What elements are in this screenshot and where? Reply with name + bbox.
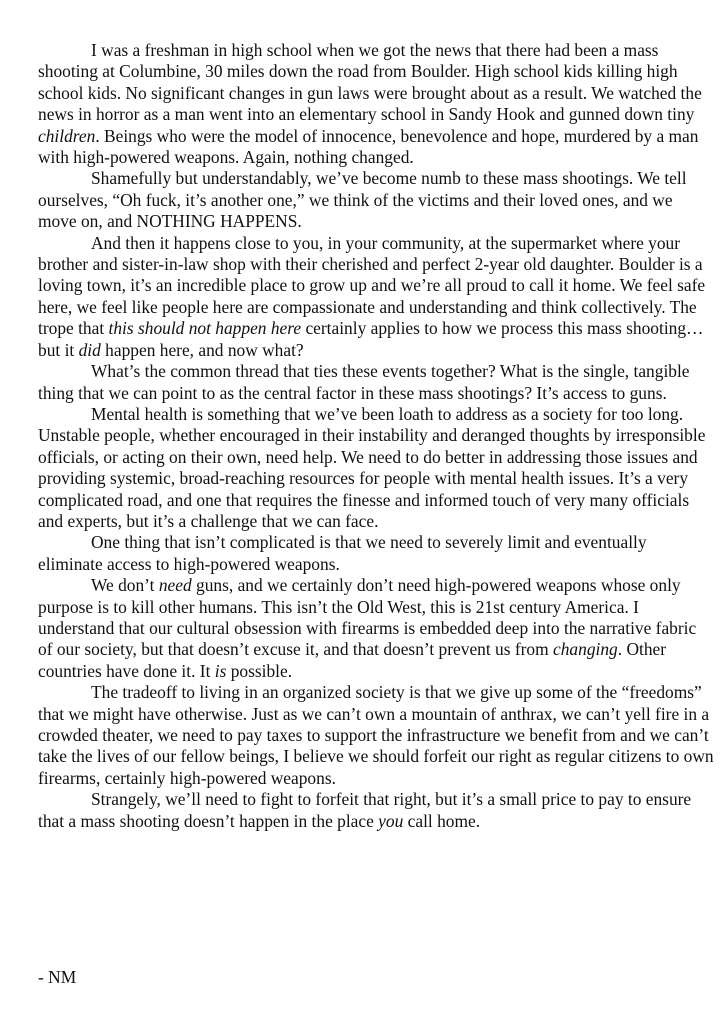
signature: - NM [38,967,77,987]
emphasis-text: did [78,339,101,360]
emphasis-text: you [378,810,404,831]
paragraph [38,532,714,575]
text-run: happen here, and now what? [100,339,304,360]
text-run: . Beings who were the model of innocence, benevolence and hope, murdered by a man with high-powered weapons. Again, nothing changed. [38,125,699,168]
emphasis-text: is [214,660,227,681]
paragraph [38,682,714,789]
emphasis-text: need [158,575,192,596]
text-run: The tradeoff to living in an organized society is that we give up some of the “freedoms” that we might have otherwise. Just as we can’t own a mountain of anthrax, we can’t yell fire in a crowded theater, we need to pay taxes to support the infrastructure we benefit from and we can’t take the lives of our fellow beings, I believe we should forfeit our right as regular citizens to own firearms, certainly high-powered weapons. [38,682,714,788]
text-run: One thing that isn’t complicated is that we need to severely limit and eventually eliminate access to high-powered weapons. [38,532,647,574]
emphasis-text: children [38,125,96,146]
text-run: call home. [403,810,481,831]
emphasis-text: changing [553,639,618,660]
text-run: Strangely, we’ll need to fight to forfeit that right, but it’s a small price to pay to ensure that a mass shooting doesn’t happen in the place [38,789,692,831]
emphasis-text: this should not happen here [108,318,302,339]
paragraph [38,233,714,361]
text-run: Shamefully but understandably, we’ve become numb to these mass shootings. We tell ourselves, “Oh fuck, it’s another one,” we think of the victims and their loved ones, and we move on, and NOTHING HAPPENS. [38,168,687,232]
text-run: guns, and we certainly don’t need high-powered weapons whose only purpose is to kill other humans. This isn’t the Old West, this is 21st century America. I understand that our cultural obsession with firearms is embedded deep into the narrative fabric of our society, but that doesn’t excuse it, and that doesn’t prevent us from [38,575,697,660]
paragraph [38,40,714,168]
paragraph [38,168,714,232]
paragraph [38,575,714,682]
text-run: And then it happens close to you, in your community, at the supermarket where your brother and sister-in-law shop with their cherished and perfect 2-year old daughter. Boulder is a loving town, it’s an incredible place to grow up and we’re all proud to call it home. We feel safe here, we feel like people here are compassionate and understanding and think collectively. The trope that [38,232,706,339]
paragraph [38,404,714,532]
text-run: possible. [226,660,293,681]
letter-body [38,40,714,832]
text-run: certainly applies to how we process this mass shooting… but it [38,318,704,360]
paragraph [38,789,714,832]
text-run: . Other countries have done it. It [38,639,667,681]
text-run: What’s the common thread that ties these events together? What is the single, tangible thing that we can point to as the central factor in these mass shootings? It’s access to guns. [38,361,690,403]
text-run: Mental health is something that we’ve been loath to address as a society for too long. Unstable people, whether encouraged in their instability and deranged thoughts by irresponsible officials, or acting on their own, need help. We need to do better in addressing those issues and providing systemic, broad-reaching resources for people with mental health issues. It’s a very complicated road, and one that requires the finesse and informed touch of very many officials and experts, but it’s a challenge that we can face. [38,403,706,531]
paragraph [38,361,714,404]
text-run: I was a freshman in high school when we got the news that there had been a mass shooting at Columbine, 30 miles down the road from Boulder. High school kids killing high school kids. No significant changes in gun laws were brought about as a result. We watched the news in horror as a man went into an elementary school in Sandy Hook and gunned down tiny [38,40,702,125]
text-run: We don’t [91,575,159,596]
